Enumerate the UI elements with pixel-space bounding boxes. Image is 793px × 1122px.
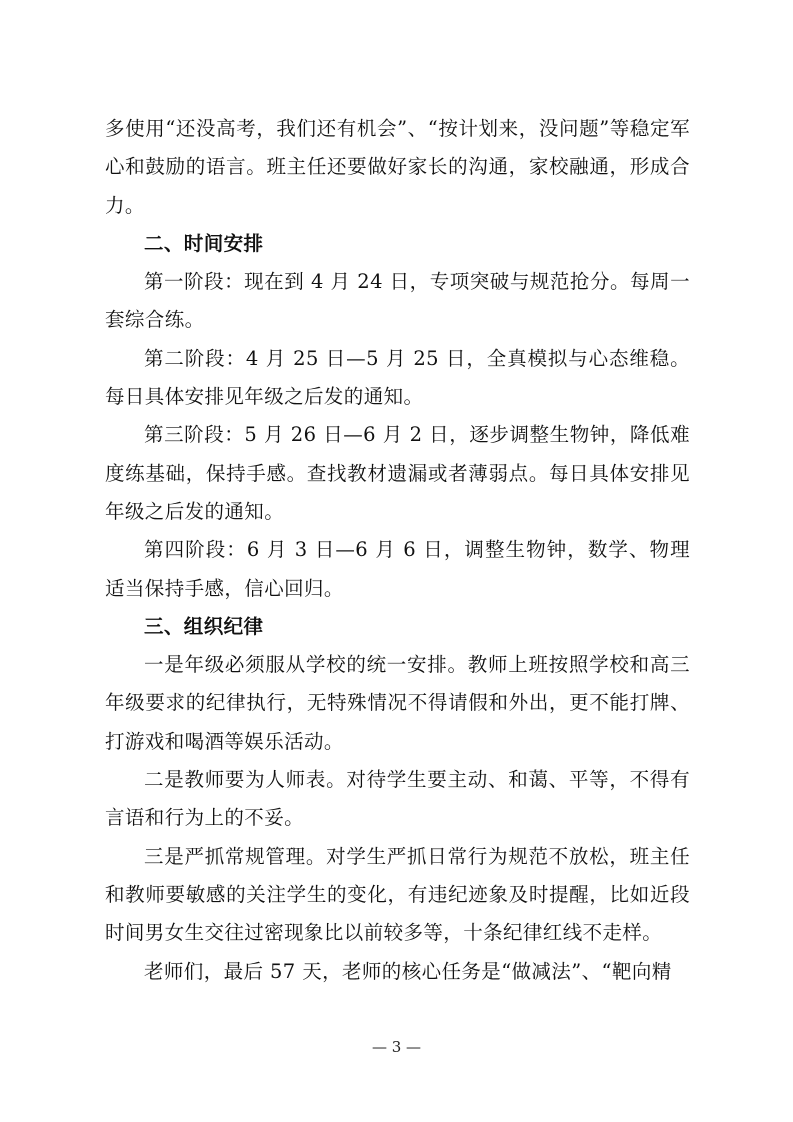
paragraph-body: 年级必须服从学校的统一安排。教师上班按照学校和高三年级要求的纪律执行，无特殊情况不得请假和外出，更不能打牌、打游戏和喝酒等娱乐活动。 — [105, 653, 690, 753]
paragraph-discipline-1 — [105, 646, 690, 761]
paragraph-continuation: 多使用“还没高考，我们还有机会”、“按计划来，没问题”等稳定军心和鼓励的语言。班主任还要做好家长的沟通，家校融通，形成合力。 — [105, 117, 690, 217]
page-number: — 3 — — [371, 1038, 422, 1056]
paragraph-lead: 二是 — [144, 768, 185, 792]
section-heading-schedule: 二、时间安排 — [144, 231, 264, 255]
paragraph-closing: 老师们，最后 57 天，老师的核心任务是“做减法”、“靶向精 — [144, 959, 672, 983]
paragraph-body: 教师要为人师表。对待学生要主动、和蔼、平等，不得有言语和行为上的不妥。 — [105, 768, 690, 830]
paragraph-stage-2: 第二阶段：4 月 25 日—5 月 25 日，全真模拟与心态维稳。每日具体安排见年级之后发的通知。 — [105, 346, 690, 409]
paragraph-lead: 三是 — [144, 844, 185, 868]
paragraph-lead: 一是 — [144, 653, 185, 677]
paragraph-discipline-3 — [105, 838, 690, 953]
paragraph-stage-4: 第四阶段：6 月 3 日—6 月 6 日，调整生物钟，数学、物理适当保持手感，信心回归。 — [105, 538, 690, 600]
section-heading-discipline: 三、组织纪律 — [144, 614, 264, 638]
paragraph-body: 严抓常规管理。对学生严抓日常行为规范不放松，班主任和教师要敏感的关注学生的变化，有违纪迹象及时提醒，比如近段时间男女生交往过密现象比以前较多等，十条纪律红线不走样。 — [105, 844, 690, 945]
paragraph-stage-3: 第三阶段：5 月 26 日—6 月 2 日，逐步调整生物钟，降低难度练基础，保持手感。查找教材遗漏或者薄弱点。每日具体安排见年级之后发的通知。 — [105, 423, 690, 523]
paragraph-discipline-2 — [105, 761, 690, 838]
document-body — [105, 110, 690, 991]
paragraph-stage-1: 第一阶段：现在到 4 月 24 日，专项突破与规范抢分。每周一套综合练。 — [105, 270, 690, 332]
